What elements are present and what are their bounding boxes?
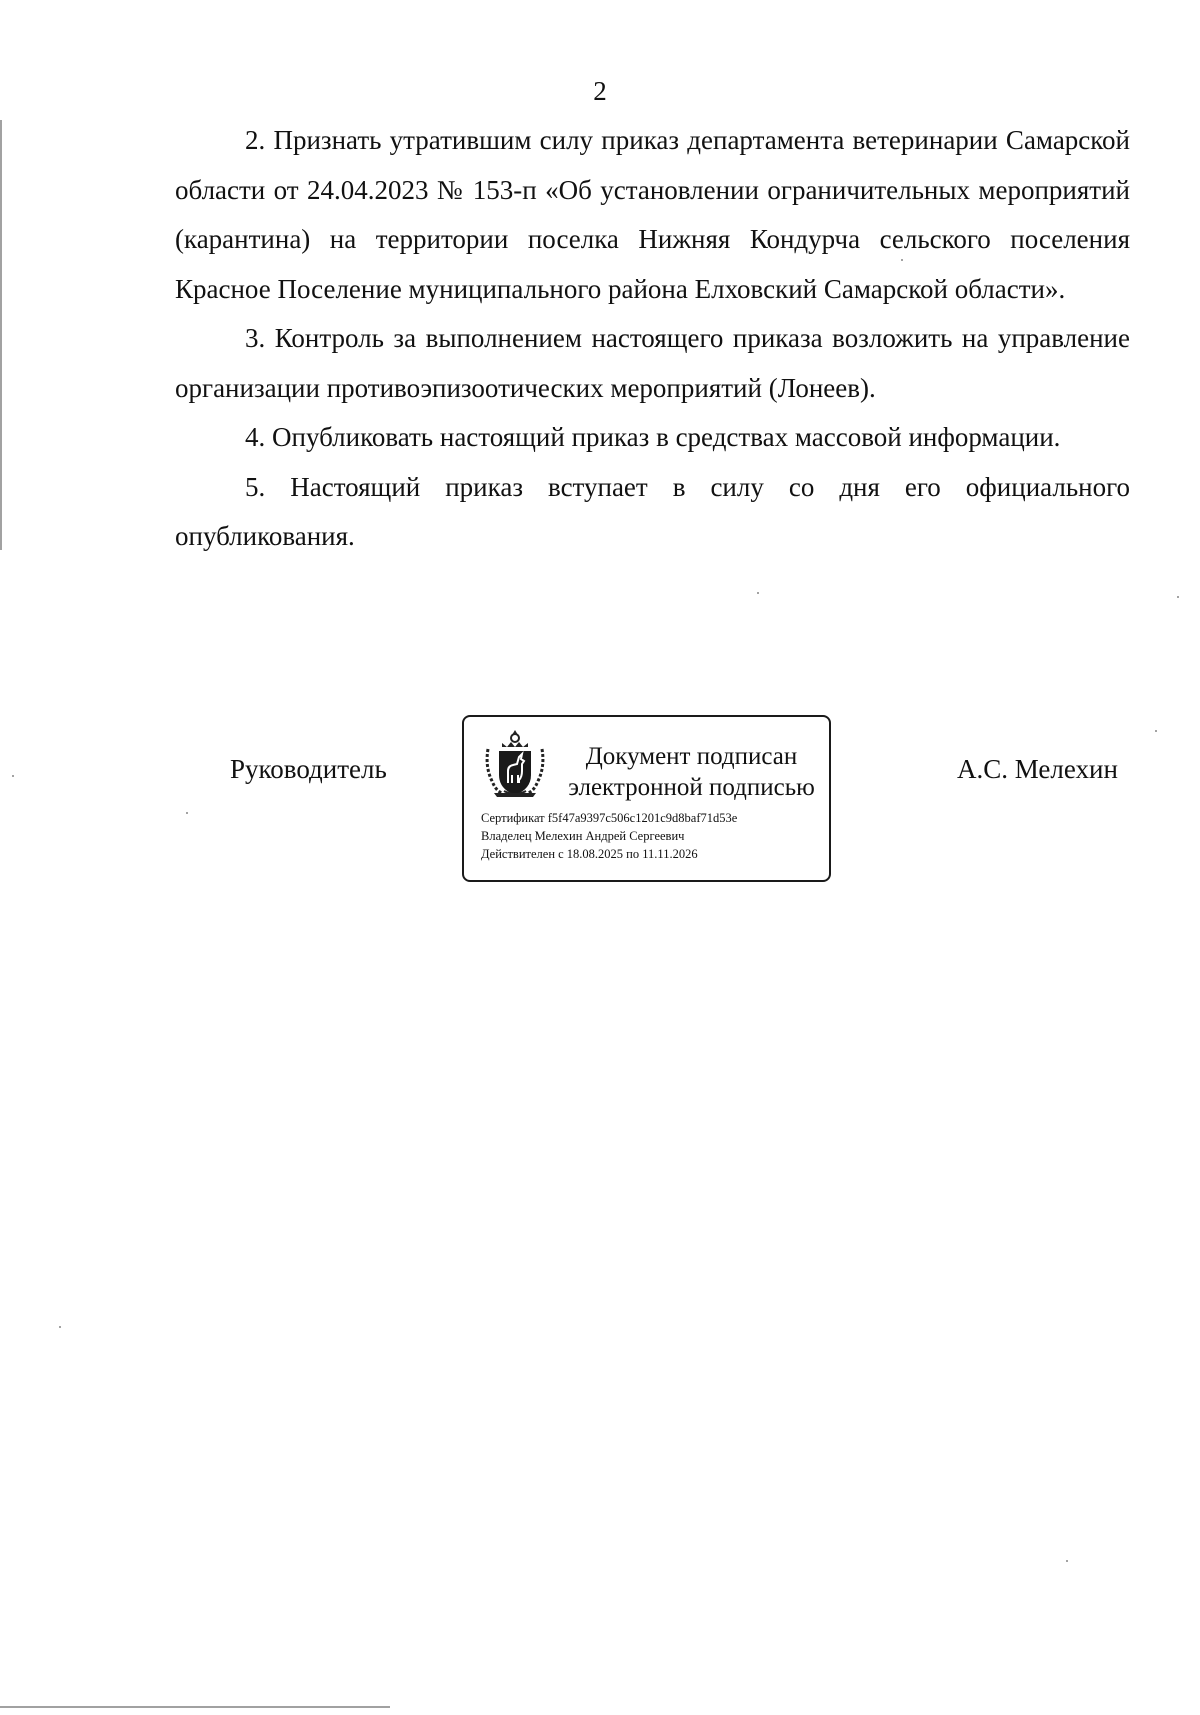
scan-speck <box>12 775 14 777</box>
scan-edge-left <box>0 120 2 550</box>
stamp-certificate-details <box>481 809 826 863</box>
scan-edge-bottom <box>0 1706 390 1708</box>
page-number: 2 <box>593 76 607 106</box>
samara-region-coat-of-arms-icon <box>482 727 548 799</box>
stamp-title-line-2: электронной подписью <box>568 774 815 801</box>
scan-speck <box>901 259 903 261</box>
paragraph-5: 5. Настоящий приказ вступает в силу со дня его официального опубликования. <box>175 471 1130 551</box>
scan-speck <box>59 1326 61 1328</box>
stamp-certificate: Сертификат f5f47a9397c506c1201c9d8baf71d53e <box>481 811 738 825</box>
stamp-validity: Действителен с 18.08.2025 по 11.11.2026 <box>481 847 698 861</box>
scan-speck <box>1177 596 1179 598</box>
paragraph-4: 4. Опубликовать настоящий приказ в средствах массовой информации. <box>245 422 1061 452</box>
electronic-signature-stamp <box>462 715 831 882</box>
signature-block <box>0 715 1200 885</box>
paragraph-3: 3. Контроль за выполнением настоящего приказа возложить на управление организации противоэпизоотических мероприятий (Лонеев). <box>175 323 1130 403</box>
paragraph-2: 2. Признать утратившим силу приказ департамента ветеринарии Самарской области от 24.04.2023 № 153-п «Об установлении ограничительных мероприятий (карантина) на территории поселка Нижняя Кондурча сельского поселения Красное Поселение муниципального района Елховский Самарской области». <box>175 125 1130 304</box>
scan-speck <box>1155 730 1157 732</box>
scan-speck <box>186 812 188 814</box>
scan-speck <box>757 592 759 594</box>
order-body <box>175 116 1130 562</box>
signer-position: Руководитель <box>230 754 387 784</box>
signer-name: А.С. Мелехин <box>957 754 1118 784</box>
stamp-title <box>559 741 824 803</box>
scan-speck <box>1066 1560 1068 1562</box>
stamp-owner: Владелец Мелехин Андрей Сергеевич <box>481 829 685 843</box>
stamp-title-line-1: Документ подписан <box>585 743 798 770</box>
